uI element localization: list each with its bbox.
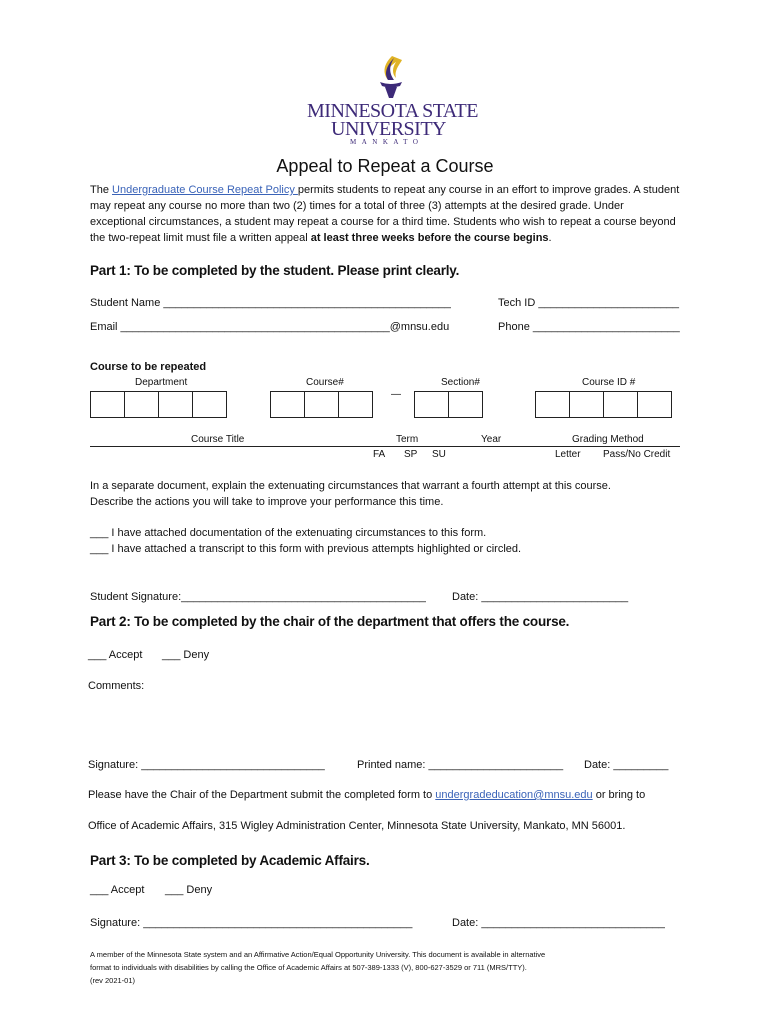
student-date-field[interactable]: Date: ________________________	[452, 591, 629, 603]
course-id-box[interactable]	[603, 391, 638, 418]
term-fa[interactable]: FA	[373, 449, 386, 460]
term-label: Term	[396, 434, 419, 445]
part2-heading: Part 2: To be completed by the chair of the department that offers the course.	[90, 614, 570, 629]
section-box[interactable]	[448, 391, 483, 418]
intro-prefix: The	[90, 184, 113, 196]
department-boxes[interactable]	[90, 391, 226, 418]
department-box[interactable]	[192, 391, 227, 418]
department-box[interactable]	[124, 391, 159, 418]
explain-line1: In a separate document, explain the extenuating circumstances that warrant a fourth attempt at this course.	[90, 480, 611, 492]
department-box[interactable]	[158, 391, 193, 418]
term-su[interactable]: SU	[432, 449, 446, 460]
chair-date-field[interactable]: Date: _________	[584, 759, 669, 771]
intro-paragraph	[90, 182, 680, 246]
chair-deny-check[interactable]: ___ Deny	[162, 649, 210, 661]
grading-method-label: Grading Method	[572, 434, 644, 445]
course-id-boxes[interactable]	[535, 391, 671, 418]
intro-deadline: at least three weeks before the course begins	[310, 232, 549, 244]
grading-letter[interactable]: Letter	[555, 449, 581, 460]
term-sp[interactable]: SP	[404, 449, 418, 460]
section-number-label: Section#	[441, 377, 480, 388]
academic-affairs-date-field[interactable]: Date: ______________________________	[452, 917, 665, 929]
course-number-label: Course#	[306, 377, 344, 388]
page-title: Appeal to Repeat a Course	[276, 156, 494, 176]
section-dash: —	[391, 389, 401, 400]
course-id-label: Course ID #	[582, 377, 636, 388]
academic-affairs-accept-check[interactable]: ___ Accept	[90, 884, 145, 896]
submit-suffix: or bring to	[592, 789, 646, 801]
grading-pass-no-credit[interactable]: Pass/No Credit	[603, 449, 671, 460]
part3-heading: Part 3: To be completed by Academic Affairs.	[90, 853, 370, 868]
comments-label[interactable]: Comments:	[88, 680, 145, 692]
logo-wordmark-line2: UNIVERSITY	[331, 118, 446, 140]
course-number-box[interactable]	[338, 391, 373, 418]
academic-affairs-deny-check[interactable]: ___ Deny	[165, 884, 213, 896]
attach-transcript-check[interactable]: ___ I have attached a transcript to this form with previous attempts highlighted or circled.	[90, 543, 522, 555]
chair-printed-name-field[interactable]: Printed name: ______________________	[357, 759, 564, 771]
repeat-policy-link[interactable]: Undergraduate Course Repeat Policy	[112, 184, 298, 196]
intro-body: permits students to repeat any course in an effort to improve grades. A student may repeat any course no more than two (2) times for a total of three (3) attempts at the desired grade. Under exceptional circumstances, a student may repeat a course for a third time. Students who wish to repeat a course beyond the two-repeat limit must file a written appeal	[90, 184, 680, 244]
department-label: Department	[135, 377, 188, 388]
undergrad-education-email-link[interactable]: undergradeducation@mnsu.edu	[435, 789, 593, 801]
submit-instructions	[88, 789, 645, 801]
logo-wordmark-line1: MINNESOTA STATE	[307, 100, 478, 122]
chair-signature-field[interactable]: Signature: ______________________________	[88, 759, 325, 771]
course-number-box[interactable]	[304, 391, 339, 418]
course-number-box[interactable]	[270, 391, 305, 418]
phone-field[interactable]: Phone ________________________	[498, 321, 680, 333]
course-title-label: Course Title	[191, 434, 245, 445]
chair-accept-check[interactable]: ___ Accept	[88, 649, 143, 661]
footer-revision: (rev 2021-01)	[90, 976, 136, 985]
student-signature-field[interactable]: Student Signature:________________________________________	[90, 591, 426, 603]
email-field[interactable]: Email ____________________________________________@mnsu.edu	[90, 321, 450, 333]
section-boxes[interactable]	[414, 391, 482, 418]
course-title-line[interactable]	[90, 446, 680, 447]
student-name-field[interactable]: Student Name _______________________________________________	[90, 297, 451, 309]
year-label: Year	[481, 434, 502, 445]
part1-heading: Part 1: To be completed by the student. Please print clearly.	[90, 263, 460, 278]
course-id-box[interactable]	[569, 391, 604, 418]
department-box[interactable]	[90, 391, 125, 418]
course-id-box[interactable]	[637, 391, 672, 418]
course-number-boxes[interactable]	[270, 391, 372, 418]
section-box[interactable]	[414, 391, 449, 418]
office-address: Office of Academic Affairs, 315 Wigley Administration Center, Minnesota State University, Mankato, MN 56001.	[88, 820, 626, 832]
footer-line1: A member of the Minnesota State system and an Affirmative Action/Equal Opportunity University. This document is available in alternative	[90, 950, 546, 959]
logo-wordmark-line3: MANKATO	[350, 138, 424, 146]
intro-end: .	[548, 232, 552, 244]
academic-affairs-signature-field[interactable]: Signature: ____________________________________________	[90, 917, 413, 929]
footer-line2: format to individuals with disabilities by calling the Office of Academic Affairs at 507-389-1333 (V), 800-627-3529 or 711 (MRS/TTY).	[90, 963, 527, 972]
tech-id-field[interactable]: Tech ID _______________________	[498, 297, 680, 309]
submit-prefix: Please have the Chair of the Department submit the completed form to	[88, 789, 436, 801]
course-id-box[interactable]	[535, 391, 570, 418]
explain-line2: Describe the actions you will take to improve your performance this time.	[90, 496, 444, 508]
attach-documentation-check[interactable]: ___ I have attached documentation of the extenuating circumstances to this form.	[90, 527, 487, 539]
course-to-repeat-label: Course to be repeated	[90, 361, 207, 373]
